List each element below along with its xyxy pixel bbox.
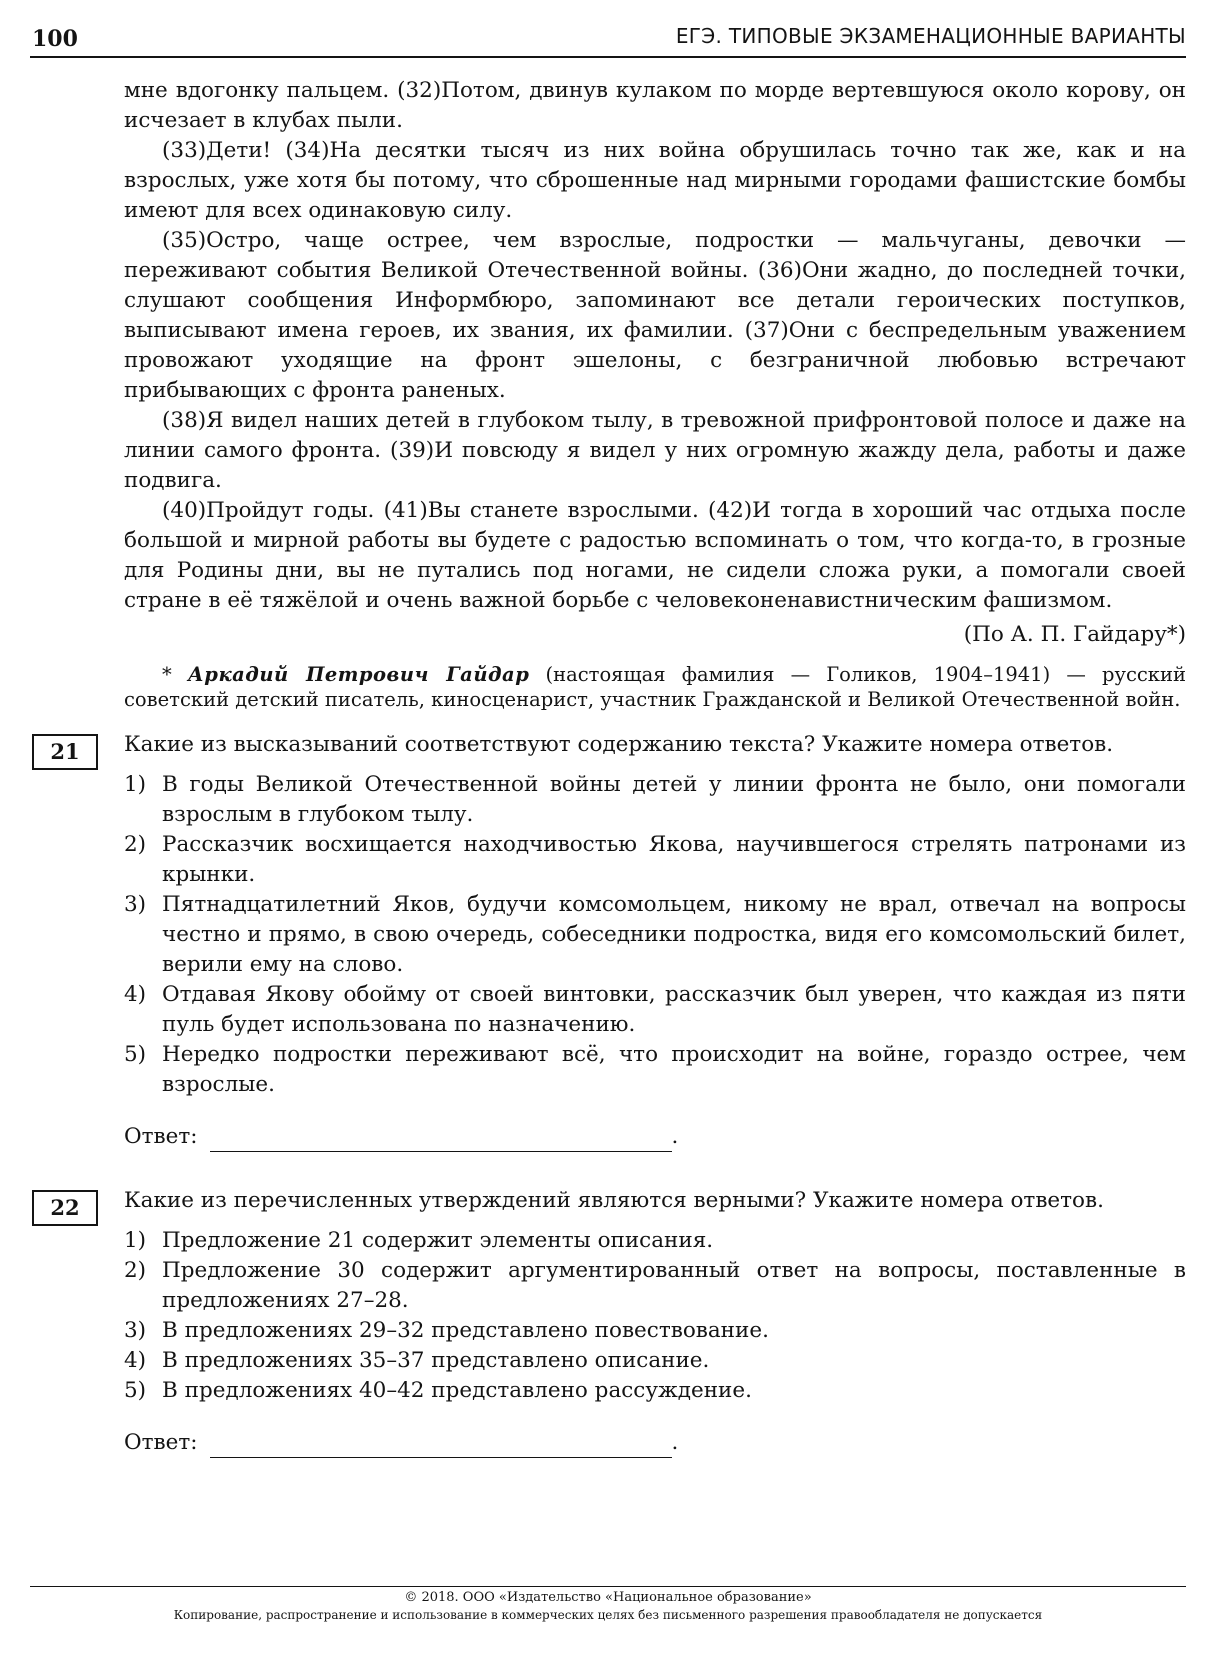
footnote-marker: * — [162, 663, 172, 686]
option-number: 3) — [124, 1318, 147, 1343]
option-number: 3) — [124, 892, 147, 917]
answer-option — [124, 1376, 1186, 1406]
task-22 — [50, 1186, 1186, 1458]
option-text: В предложениях 29–32 представлено повествование. — [162, 1318, 769, 1343]
option-text: Нередко подростки переживают всё, что происходит на войне, гораздо острее, чем взрослые. — [162, 1042, 1186, 1097]
task-21 — [50, 730, 1186, 1152]
answer-option — [124, 890, 1186, 980]
option-text: Предложение 30 содержит аргументированный ответ на вопросы, поставленные в предложениях 27–28. — [162, 1258, 1186, 1313]
option-number: 1) — [124, 772, 147, 797]
page-content — [50, 76, 1186, 1458]
answer-option — [124, 1040, 1186, 1100]
answer-options — [124, 1226, 1186, 1406]
task-number-box: 22 — [32, 1190, 98, 1226]
option-text: Рассказчик восхищается находчивостью Якова, научившегося стрелять патронами из крынки. — [162, 832, 1186, 887]
option-text: Отдавая Якову обойму от своей винтовки, рассказчик был уверен, что каждая из пяти пуль будет использована по назначению. — [162, 982, 1186, 1037]
text-paragraph: (35)Остро, чаще острее, чем взрослые, подростки — мальчуганы, девочки — переживают события Великой Отечественной войны. (36)Они жадно, до последней точки, слушают сообщения Информбюро, запоминают все детали героических поступков, выписывают имена героев, их звания, их фамилии. (37)Они с беспредельным уважением провожают уходящие на фронт эшелоны, с безграничной любовью встречают прибывающих с фронта раненых. — [124, 228, 1186, 403]
answer-blank-line[interactable] — [210, 1431, 672, 1458]
answer-options — [124, 770, 1186, 1100]
task-question: Какие из высказываний соответствуют содержанию текста? Укажите номера ответов. — [124, 732, 1114, 757]
option-text: В предложениях 35–37 представлено описание. — [162, 1348, 710, 1373]
option-text: В годы Великой Отечественной войны детей у линии фронта не было, они помогали взрослым в глубоком тылу. — [162, 772, 1186, 827]
option-number: 4) — [124, 1348, 147, 1373]
option-number: 1) — [124, 1228, 147, 1253]
option-number: 5) — [124, 1378, 147, 1403]
text-paragraph: (38)Я видел наших детей в глубоком тылу, в тревожной прифронтовой полосе и даже на линии самого фронта. (39)И повсюду я видел у них огромную жажду дела, работы и даже подвига. — [124, 408, 1186, 493]
option-number: 4) — [124, 982, 147, 1007]
header-divider — [30, 56, 1186, 58]
answer-option — [124, 1346, 1186, 1376]
page-number: 100 — [32, 26, 78, 52]
task-number-box: 21 — [32, 734, 98, 770]
answer-label: Ответ: — [124, 1124, 198, 1149]
answer-row — [124, 1428, 1186, 1458]
source-attribution: (По А. П. Гайдару*) — [963, 622, 1186, 647]
answer-option — [124, 770, 1186, 830]
answer-option — [124, 1316, 1186, 1346]
running-head: ЕГЭ. ТИПОВЫЕ ЭКЗАМЕНАЦИОННЫЕ ВАРИАНТЫ — [675, 24, 1186, 48]
task-question: Какие из перечисленных утверждений являются верными? Укажите номера ответов. — [124, 1188, 1104, 1213]
option-number: 5) — [124, 1042, 147, 1067]
text-paragraph: мне вдогонку пальцем. (32)Потом, двинув кулаком по морде вертевшуюся около корову, он исчезает в клубах пыли. — [124, 78, 1186, 133]
answer-blank-line[interactable] — [210, 1125, 672, 1152]
option-text: Предложение 21 содержит элементы описания. — [162, 1228, 714, 1253]
option-text: Пятнадцатилетний Яков, будучи комсомольцем, никому не врал, отвечал на вопросы честно и прямо, в свою очередь, собеседники подростка, видя его комсомольский билет, верили ему на слово. — [162, 892, 1186, 977]
option-number: 2) — [124, 1258, 147, 1283]
footnote — [124, 662, 1186, 712]
answer-option — [124, 1256, 1186, 1316]
answer-option — [124, 1226, 1186, 1256]
answer-option — [124, 830, 1186, 890]
option-text: В предложениях 40–42 представлено рассуждение. — [162, 1378, 752, 1403]
answer-end: . — [671, 1430, 679, 1455]
text-paragraph: (40)Пройдут годы. (41)Вы станете взрослыми. (42)И тогда в хороший час отдыха после большой и мирной работы вы будете с радостью вспоминать о том, что когда-то, в грозные для Родины дни, вы не путались под ногами, не сидели сложа руки, а помогали своей стране в её тяжёлой и очень важной борьбе с человеконенавистническим фашизмом. — [124, 498, 1186, 613]
answer-row — [124, 1122, 1186, 1152]
answer-end: . — [671, 1124, 679, 1149]
option-number: 2) — [124, 832, 147, 857]
answer-label: Ответ: — [124, 1430, 198, 1455]
answer-option — [124, 980, 1186, 1040]
text-paragraph: (33)Дети! (34)На десятки тысяч из них война обрушилась точно так же, как и на взрослых, уже хотя бы потому, что сброшенные над мирными городами фашистские бомбы имеют для всех одинаковую силу. — [124, 138, 1186, 223]
footer-divider — [30, 1586, 1186, 1587]
footer-notice: Копирование, распространение и использование в коммерческих целях без письменного разрешения правообладателя не допускается — [173, 1608, 1043, 1622]
footnote-text: (настоящая фамилия — Голиков, 1904–1941) — русский советский детский писатель, киносценарист, участник Гражданской и Великой Отечественной войн. — [124, 663, 1186, 711]
footer-copyright: © 2018. ООО «Издательство «Национальное образование» — [404, 1590, 812, 1605]
footnote-author: Аркадий Петрович Гайдар — [187, 663, 530, 686]
